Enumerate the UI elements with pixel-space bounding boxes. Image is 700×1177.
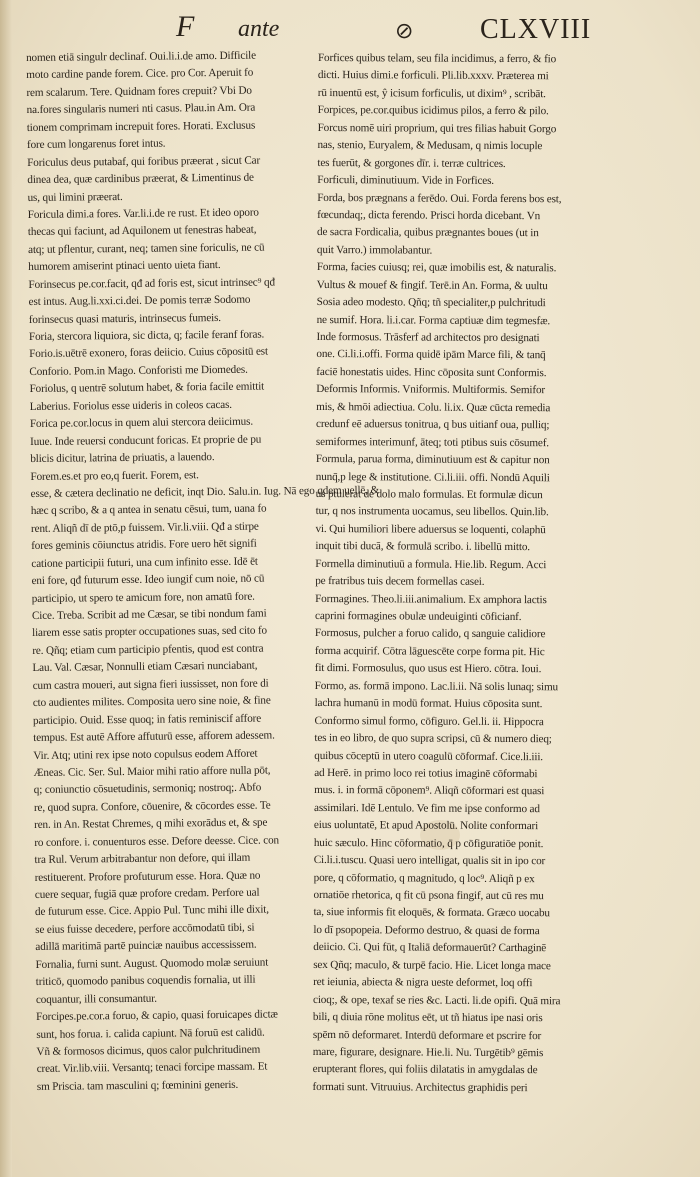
- text-line: de futurum esse. Cice. Appio Pul. Tunc mihi ille dixit,: [34, 903, 269, 919]
- text-line: nomen etiā singulr declinaf. Oui.li.i.de amo. Difficile: [26, 49, 256, 64]
- text-line: Cice. Treba. Scribit ad me Cæsar, se tibi nondum fami: [31, 607, 267, 622]
- text-line: est intus. Aug.li.xxi.ci.dei. De pomis terræ Sodomo: [28, 293, 251, 309]
- text-line: Forpices, pe.cor.quibus icidimus pilos, a ferro & pilo.: [317, 104, 549, 118]
- text-line: Formula, parua forma, diminutiuum est & capitur non: [315, 453, 550, 467]
- text-line: triticō, quomodo panibus coquendis fornalia, ut illi: [35, 973, 256, 989]
- text-line: participio. Ouid. Esse quoq; in fatis reminiscif affore: [32, 712, 262, 727]
- text-line: blicis dicitur, latrina de priuatis, a lauendo.: [30, 451, 215, 466]
- text-line: Foriculus deus putabaf, qui foribus præerat , sicut Car: [27, 154, 261, 169]
- text-line: huic sæculo. Hinc cōformatio, q̄ p cōfiguratiōe ponit.: [313, 836, 544, 850]
- text-line: fores geminis cōiunctus atridis. Fore uero hēt signifi: [31, 537, 257, 553]
- text-line: erupterant flores, qui foliis dilatatis in amygdalas de: [312, 1063, 538, 1077]
- text-line: Formagines. Theo.li.iii.animalium. Ex amphora lactis: [315, 592, 547, 606]
- text-line: Lau. Val. Cæsar, Nonnulli etiam Cæsari nunciabant,: [32, 659, 258, 675]
- text-line: lo dī psopopeia. Deformo destruo, & quasi de forma: [313, 923, 540, 938]
- text-line: humorem amiserint ptinaci uento uieta fiant.: [28, 259, 221, 274]
- text-line: formati sunt. Vitruuius. Architectus graphidis peri: [312, 1080, 528, 1094]
- text-line: Forica pe.cor.locus in quem alui stercora deiicimus.: [29, 415, 254, 431]
- gathering-symbol: ⊘: [395, 18, 414, 43]
- text-line: Formo, as. formā impono. Lac.li.ii. Nā solis lunaq; simu: [314, 679, 558, 694]
- text-line: mis, & hmōi adiectiua. Colu. li.ix. Quæ cūcta remedia: [316, 400, 551, 414]
- text-line: fœcundaq;, dicta ferendo. Prisci horda dicebant. Vn: [317, 208, 541, 223]
- signature-mark: F: [176, 10, 195, 43]
- text-line: atq; ut pflentur, curant, neq; tamen sine foriculis, ne cū: [28, 241, 265, 256]
- text-line: pe fratribus tuis decem formellas casei.: [315, 575, 485, 589]
- text-line: fit dimi. Formosulus, quo usus est Hiero. cōtra. Ioui.: [314, 662, 542, 676]
- text-line: rent. Aliqñ dī de ptō,p fuissem. Vir.li.viii. Qđ a stirpe: [30, 520, 259, 535]
- text-line: Formosus, pulcher a foruo calido, q sanguie calidiore: [314, 627, 546, 641]
- text-line: rem scalarum. Tere. Quidnam fores crepuit? Vbi Do: [26, 84, 252, 99]
- text-line: quibus cōceptū in utero coagulū cōformaf. Cice.li.iii.: [314, 749, 543, 763]
- text-line: cto audientes milites. Composita uero sine noie, & fine: [32, 694, 271, 710]
- text-line: tionem comprimam increpuit fores. Horati. Exclusus: [26, 119, 256, 134]
- text-line: cioq;, & ope, texaf se ries &c. Lacti. li.de opifi. Quā mira: [312, 993, 561, 1007]
- text-line: Forinsecus pe.cor.facit, qđ ad foris est, sicut intrinsec⁹ qđ: [28, 276, 275, 291]
- text-line: Vñ & formosos dicimus, quos calor pulchritudinem: [36, 1043, 261, 1058]
- text-line: sm Priscia. tam masculini q; fœminini generis.: [36, 1078, 239, 1093]
- text-line: bili, q diuia rōne molitus eēt, ut tñ hiatus ipe nasi oris: [312, 1011, 543, 1025]
- text-line: Laberius. Foriolus esse uideris in coleos cacas.: [29, 398, 232, 413]
- text-line: ret ieiunia, abiecta & nigra ueste deformet, loq offi: [313, 976, 533, 990]
- text-line: Foricula dimi.a fores. Var.li.i.de re rust. Et ideo oporo: [27, 206, 259, 221]
- text-line: Foria, stercora liquiora, sic dicta, q; facile feranf foras.: [28, 328, 265, 343]
- text-line: thecas qui faciunt, ad Aquilonem ut fenestras habeat,: [27, 223, 257, 239]
- text-line: Iuue. Inde reuersi conducunt foricas. Et proprie de pu: [30, 433, 262, 448]
- text-line: tes fuerūt, & gorgones dīr. i. terræ cultrices.: [317, 156, 506, 170]
- text-line: Forio.is.uētrē exonero, foras deiicio. Cuius cōpositū est: [29, 345, 269, 361]
- text-line: ro confore. i. conuenturos esse. Defore deesse. Cice. con: [34, 834, 279, 849]
- text-line: cum castra moueri, aut signa fieri iussisset, non fore di: [32, 677, 269, 692]
- text-line: Foriolus, q uentrē solutum habet, & foria facile emittit: [29, 380, 265, 396]
- text-line: pore, q cōformatio, q magnitudo, q loc⁹. Aliqñ p ex: [313, 871, 535, 885]
- text-line: esse, & cætera declinatio ne deficit, inqt Dio. Salu.in. Iug. Nā ego qdem uellē, &: [30, 484, 380, 500]
- text-line: tes in eo libro, de quo supra scripsi, cū & numero dieq;: [314, 732, 552, 746]
- text-line: ta, siue informis fit eloquēs, & formata. Græco uocabu: [313, 906, 550, 920]
- text-line: semiformes interimunf, āteq; toti ptibus suis cōsumef.: [315, 435, 550, 449]
- text-line: hæc q scribo, & a q antea in senatu cēsui, tum, uana fo: [30, 502, 267, 518]
- running-head: ante: [238, 16, 280, 42]
- text-line: ne sumif. Hora. li.i.car. Forma captiuæ dim tegmesfæ.: [316, 313, 551, 327]
- text-line: Inde formosus. Trāsferf ad architectos pro designati: [316, 330, 540, 345]
- text-line: one. Ci.li.i.offi. Forma quidē ipām Marce fili, & tanq̄: [316, 348, 546, 362]
- text-line: eni fore, qđ futurum esse. Ideo iungif cum noie, nō cū: [31, 572, 265, 588]
- text-line: vi. Qui humiliori libere aduersus se loquenti, colaphū: [315, 522, 546, 537]
- text-line: Sosia adeo modesto. Qñq; tñ specialiter,p pulchritudi: [316, 296, 546, 310]
- text-line: Vir. Atq; utini rex ipse noto copulsus eodem Afforet: [33, 747, 258, 762]
- text-line: sex Qñq; maculo, & turpē facio. Hie. Licet longa mace: [313, 958, 551, 972]
- text-line: assimilari. Idē Lentulo. Ve fim me ipse conformo ad: [314, 801, 540, 815]
- text-line: mus. i. in formā cōponem⁹. Aliqñ cōformari est quasi: [314, 784, 545, 798]
- text-line: deiicio. Ci. Qui fūt, q Italiā deformauerūt? Carthaginē: [313, 941, 547, 955]
- text-line: credunf eē aduersus tonitrua, q bus uitianf oua, pulliq;: [316, 418, 550, 432]
- text-line: rū inuentū est, ŷ icisum forficulis, ut dixim⁹ , scribāt.: [317, 86, 546, 101]
- text-line: us ptulerat de dolo malo formulas. Et formulæ dicun: [315, 487, 543, 502]
- text-line: quit Varro.) immolabantur.: [316, 243, 433, 257]
- text-line: Forficuli, diminutiuum. Vide in Forfices.: [317, 174, 494, 187]
- text-line: adillā maritimā partē puinciæ nauibus accessissem.: [35, 938, 257, 954]
- right-text-column: [313, 50, 684, 1098]
- text-line: tra Rul. Verum arbitrabantur non defore, qui illam: [34, 851, 251, 867]
- text-line: nunq̄,p lege & institutione. Ci.li.iii. offi. Nondū Aquili: [315, 470, 550, 484]
- text-line: Forem.es.et pro eo,q fuerit. Forem, est.: [30, 468, 199, 483]
- text-line: cuere sequar, fugiā quæ profore credam. Perfore ual: [34, 886, 260, 901]
- text-line: coquantur, illi consumantur.: [35, 992, 157, 1006]
- text-line: faciē honestatis uides. Hinc cōposita sunt Conformis.: [316, 365, 547, 380]
- text-line: Forfices quibus telam, seu fila incidimus, a ferro, & fio: [317, 51, 557, 66]
- text-line: dicti. Huius dimi.e forficuli. Pli.lib.xxxv. Præterea mi: [317, 69, 549, 83]
- text-line: tur, q nos instrumenta uocamus, seu libellos. Quin.lib.: [315, 505, 549, 519]
- text-line: Æneas. Cic. Ser. Sul. Maior mihi ratio affore nulla pōt,: [33, 764, 271, 779]
- text-line: Forcipes.pe.cor.a foruo, & capio, quasi foruicapes dictæ: [36, 1008, 278, 1024]
- text-line: re. Qñq; etiam cum participio pfentis, quod est contra: [32, 642, 264, 657]
- text-line: inquit tibi ducā, & formulā scribo. i. libellū mitto.: [315, 540, 530, 554]
- text-line: creat. Vir.lib.viii. Versantq; tenaci forcipe massam. Et: [36, 1060, 268, 1076]
- text-line: restituerent. Profore profuturum esse. Hora. Quæ no: [34, 869, 261, 884]
- text-line: forinsecus quasi maturis, intrinsecus fumeis.: [28, 311, 221, 326]
- text-line: Forma, facies cuiusq; rei, quæ imobilis est, & naturalis.: [316, 261, 557, 275]
- text-line: ren. in An. Restat Chremes, q mihi exorādus et, & spe: [34, 816, 268, 832]
- text-line: lachra humanū in modū format. Huius cōposita sunt.: [314, 697, 543, 711]
- text-line: eius uoluntatē, Et apud Apostolū. Nolite conformari: [313, 819, 539, 833]
- text-line: Forcus nomē uiri proprium, qui tres filias habuit Gorgo: [317, 121, 557, 135]
- text-line: se eius fuisse decedere, perfore accōmodatū tibi, si: [35, 921, 255, 936]
- text-line: Forda, bos prægnans a ferēdo. Oui. Forda ferens bos est,: [317, 191, 562, 205]
- text-line: tempus. Est autē Affore affuturū esse, afforem adessem.: [33, 729, 275, 745]
- text-line: moto cardine pande forem. Cice. pro Cor. Aperuit fo: [26, 67, 254, 82]
- text-line: dinea dea, quæ cardinibus præerat, & Limentinus de: [27, 171, 254, 187]
- text-line: Formella diminutiuū a formula. Hie.lib. Regum. Acci: [315, 557, 547, 571]
- text-line: na.fores singularis numeri nti casus. Plau.in Am. Ora: [26, 101, 256, 117]
- text-line: Conforio. Pom.in Mago. Conforisti me Diomedes.: [29, 363, 248, 378]
- text-line: ornatiōe rhetorica, q fit cū psona fingif, aut cū res mu: [313, 888, 544, 903]
- text-line: caprini formagines obulæ undeuiginti cōficianf.: [315, 609, 522, 624]
- text-line: Fornalia, furni sunt. August. Quomodo molæ seruiunt: [35, 956, 269, 971]
- text-line: catione participii futuri, una cum infinito esse. Idē ēt: [31, 555, 258, 570]
- text-line: q; coniunctio cōsuetudinis, sermoniq; nostroq;. Abfo: [33, 781, 262, 797]
- text-line: sunt, hos forua. i. calida capiunt. Nā foruū est calidū.: [36, 1026, 265, 1041]
- folio-number: CLXVIII: [480, 14, 592, 45]
- text-line: participio, ut spero te amicum fore, non amatū fore.: [31, 590, 255, 605]
- page-gutter: [0, 0, 12, 1177]
- text-line: de sacra Fordicalia, quibus prægnantes boues (ut in: [317, 226, 539, 240]
- text-line: spēm nō deformaret. Interdū deformare et pscrire for: [312, 1028, 542, 1042]
- text-line: Conformo simul formo, cōfiguro. Gel.li. ii. Hippocra: [314, 714, 544, 728]
- text-line: mare, figurare, designare. Hie.li. Nu. Turgētib⁹ gēmis: [312, 1045, 544, 1060]
- text-line: forma acquirif. Cōtra lāguescēte corpe forma pit. Hic: [314, 644, 545, 659]
- text-line: re, quod supra. Confore, cōuenire, & cōcordes esse. Te: [33, 799, 271, 814]
- text-line: us, qui limini præerat.: [27, 190, 123, 204]
- text-line: Vultus & mouef & fingif. Terē.in An. Forma, & uultu: [316, 278, 548, 292]
- text-line: ad Herē. in primo loco rei totius imaginē cōformabi: [314, 766, 538, 781]
- text-line: liarem esse satis propter occupationes suas, sed cito fo: [32, 624, 268, 640]
- text-line: Ci.li.i.tuscu. Quasi uero intelligat, qualis sit in ipo cor: [313, 854, 546, 868]
- text-line: fore cum longarenus foret intus.: [26, 137, 166, 152]
- text-line: nas, stenio, Euryalem, & Medusam, q nimis locuple: [317, 139, 543, 153]
- text-line: Deformis Informis. Vniformis. Multiformis. Semifor: [316, 383, 546, 397]
